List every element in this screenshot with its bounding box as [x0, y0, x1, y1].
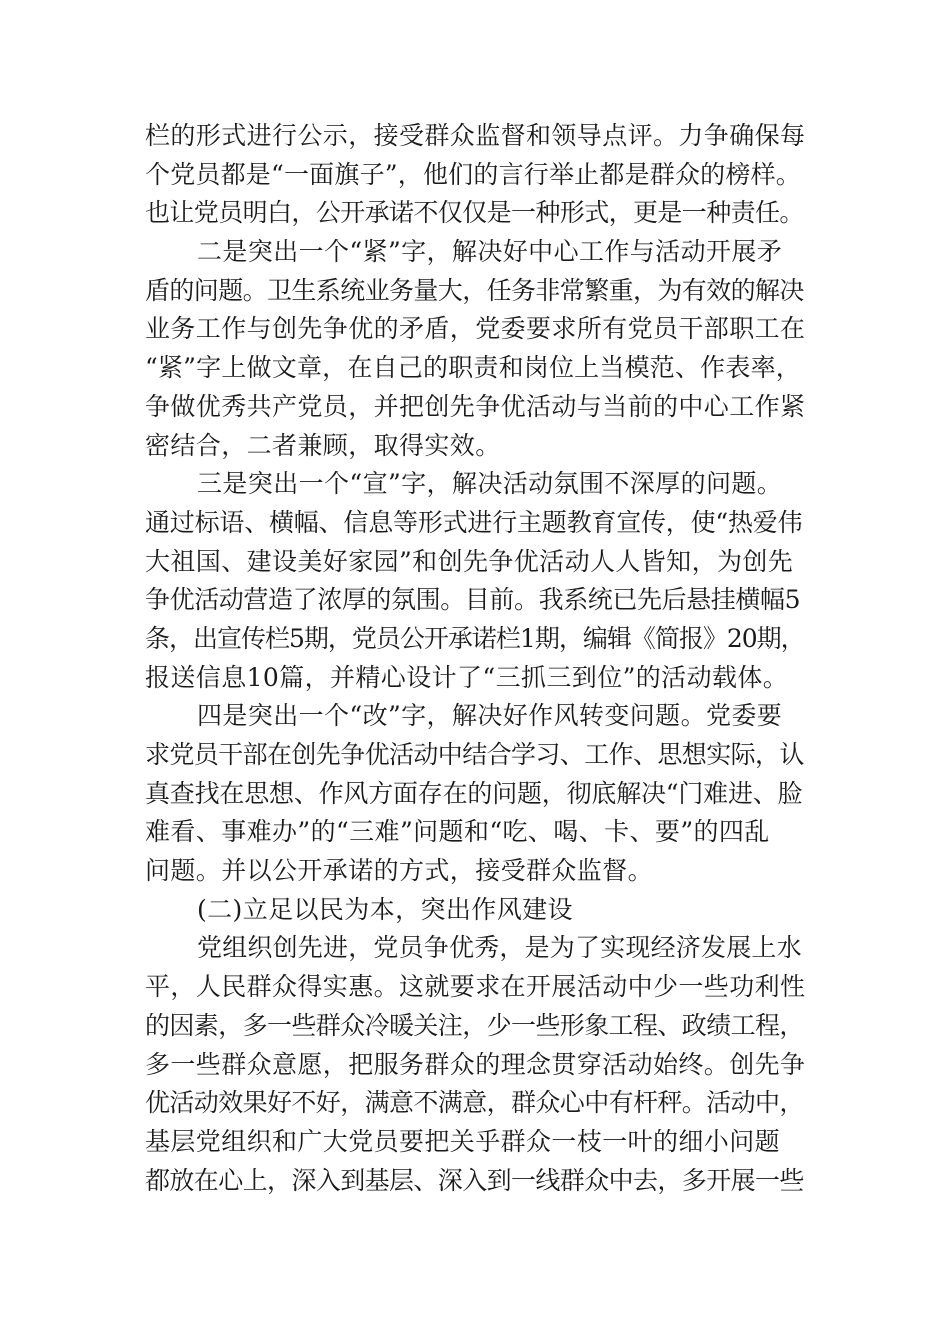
text-line: 也让党员明白，公开承诺不仅仅是一种形式，更是一种责任。 [145, 198, 804, 228]
text-line: 个党员都是“一面旗子”，他们的言行举止都是群众的榜样。 [145, 159, 801, 189]
text-line: 争优活动营造了浓厚的氛围。目前。我系统已先后悬挂横幅5 [145, 585, 801, 615]
paragraph-jin [145, 233, 805, 465]
text-line: 真查找在思想、作风方面存在的问题，彻底解决“门难进、脸 [145, 778, 803, 808]
text-line: 三是突出一个“宣”字，解决活动氛围不深厚的问题。 [197, 469, 783, 499]
section-heading [145, 891, 805, 930]
text-line: 求党员干部在创先争优活动中结合学习、工作、思想实际，认 [145, 740, 804, 769]
section-heading-text: (二)立足以民为本，突出作风建设 [197, 894, 573, 924]
paragraph-continuation [145, 117, 805, 233]
paragraph-xuan [145, 465, 805, 697]
text-line: “紧”字上做文章，在自己的职责和岗位上当模范、作表率， [145, 353, 801, 383]
text-line: 业务工作与创先争优的矛盾，党委要求所有党员干部职工在 [145, 314, 806, 344]
text-line: 通过标语、横幅、信息等形式进行主题教育宣传，使“热爱伟 [145, 507, 803, 537]
text-line: 密结合，二者兼顾，取得实效。 [145, 430, 501, 460]
text-line: 难看、事难办”的“三难”问题和“吃、喝、卡、要”的四乱 [145, 817, 770, 847]
text-line: 二是突出一个“紧”字，解决好中心工作与活动开展矛 [197, 237, 783, 267]
text-line: 党组织创先进，党员争优秀，是为了实现经济发展上水 [197, 933, 802, 963]
text-line: 都放在心上，深入到基层、深入到一线群众中去，多开展一些 [145, 1165, 804, 1195]
text-line: 报送信息10篇，并精心设计了“三抓三到位”的活动载体。 [145, 662, 789, 692]
text-line: 盾的问题。卫生系统业务量大，任务非常繁重，为有效的解决 [145, 275, 804, 305]
text-line: 多一些群众意愿，把服务群众的理念贯穿活动始终。创先争 [145, 1049, 806, 1079]
paragraph-minben [145, 929, 805, 1200]
paragraph-gai [145, 697, 805, 890]
text-line: 大祖国、建设美好家园”和创先争优活动人人皆知，为创先 [145, 546, 794, 576]
text-line: 争做优秀共产党员，并把创先争优活动与当前的中心工作紧 [145, 391, 806, 421]
text-line: 栏的形式进行公示，接受群众监督和领导点评。力争确保每 [145, 121, 806, 150]
text-line: 的因素，多一些群众冷暖关注，少一些形象工程、政绩工程， [145, 1010, 804, 1040]
text-line: 条，出宣传栏5期，党员公开承诺栏1期，编辑《简报》20期， [145, 623, 805, 653]
text-line: 平，人民群众得实惠。这就要求在开展活动中少一些功利性 [145, 972, 806, 1002]
document-body [145, 117, 805, 1200]
text-line: 基层党组织和广大党员要把关乎群众一枝一叶的细小问题 [145, 1126, 781, 1156]
text-line: 优活动效果好不好，满意不满意，群众心中有杆秤。活动中， [145, 1088, 804, 1118]
text-line: 问题。并以公开承诺的方式，接受群众监督。 [145, 856, 654, 886]
text-line: 四是突出一个“改”字，解决好作风转变问题。党委要 [197, 701, 783, 731]
